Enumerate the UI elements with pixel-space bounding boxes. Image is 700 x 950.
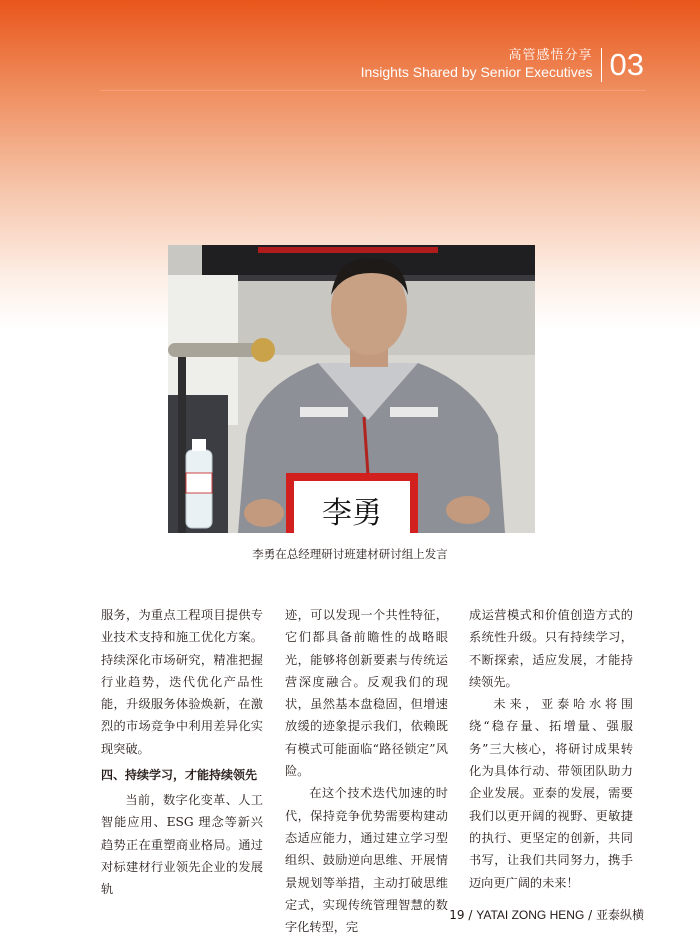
paragraph: 成运营模式和价值创造方式的系统性升级。只有持续学习，不断探索，适应发展，才能持续领先。 xyxy=(469,608,633,689)
section-number: 03 xyxy=(609,47,644,82)
paragraph: 未来，亚泰哈水将围绕“稳存量、拓增量、强服务”三大核心，将研讨成果转化为具体行动、带领团队助力企业发展。亚泰的发展，需要我们以更开阔的视野、更敏捷的执行、更坚定的创新，共同书写，让我们共同努力，携手迈向更广阔的未来！ xyxy=(469,697,633,890)
section-header xyxy=(361,47,644,83)
column-2 xyxy=(285,604,448,938)
header-divider xyxy=(601,48,602,82)
paragraph: 服务，为重点工程项目提供专业技术支持和施工优化方案。持续深化市场研究，精准把握行业趋势，迭代优化产品性能，升级服务体验焕新，在激烈的市场竞争中利用差异化实现突破。 xyxy=(101,608,263,756)
paragraph: 迹，可以发现一个共性特征，它们都具备前瞻性的战略眼光，能够将创新要素与传统运营深度融合。反观我们的现状，虽然基本盘稳固，但增速放缓的迹象提示我们，依赖既有模式可能面临“路径锁定”风险。 xyxy=(285,608,448,779)
page-footer: 19 / YATAI ZONG HENG / 亚泰纵横 xyxy=(449,908,644,922)
magazine-name-en: YATAI ZONG HENG xyxy=(476,908,585,922)
photo-illustration xyxy=(168,245,535,533)
page-number: 19 xyxy=(449,908,465,922)
column-3 xyxy=(469,604,633,894)
header-rule xyxy=(100,90,646,91)
nameplate-text: 李勇 xyxy=(322,496,382,531)
speaker-photo xyxy=(168,245,535,533)
section-title-en: Insights Shared by Senior Executives xyxy=(360,64,593,81)
magazine-name-cn: 亚泰纵横 xyxy=(595,908,644,922)
column-1 xyxy=(101,604,263,901)
section-title-cn: 高管感悟分享 xyxy=(508,48,593,64)
paragraph: 在这个技术迭代加速的时代，保持竞争优势需要构建动态适应能力，通过建立学习型组织、鼓励逆向思维、开展情景规划等举措，主动打破思维定式，实现传统管理智慧的数字化转型，完 xyxy=(285,786,448,935)
photo-caption: 李勇在总经理研讨班建材研讨组上发言 xyxy=(252,547,448,561)
section-heading: 四、持续学习，才能持续领先 xyxy=(101,768,258,783)
paragraph: 当前，数字化变革、人工智能应用、ESG 理念等新兴趋势正在重塑商业格局。通过对标建材行业领先企业的发展轨 xyxy=(101,793,263,897)
